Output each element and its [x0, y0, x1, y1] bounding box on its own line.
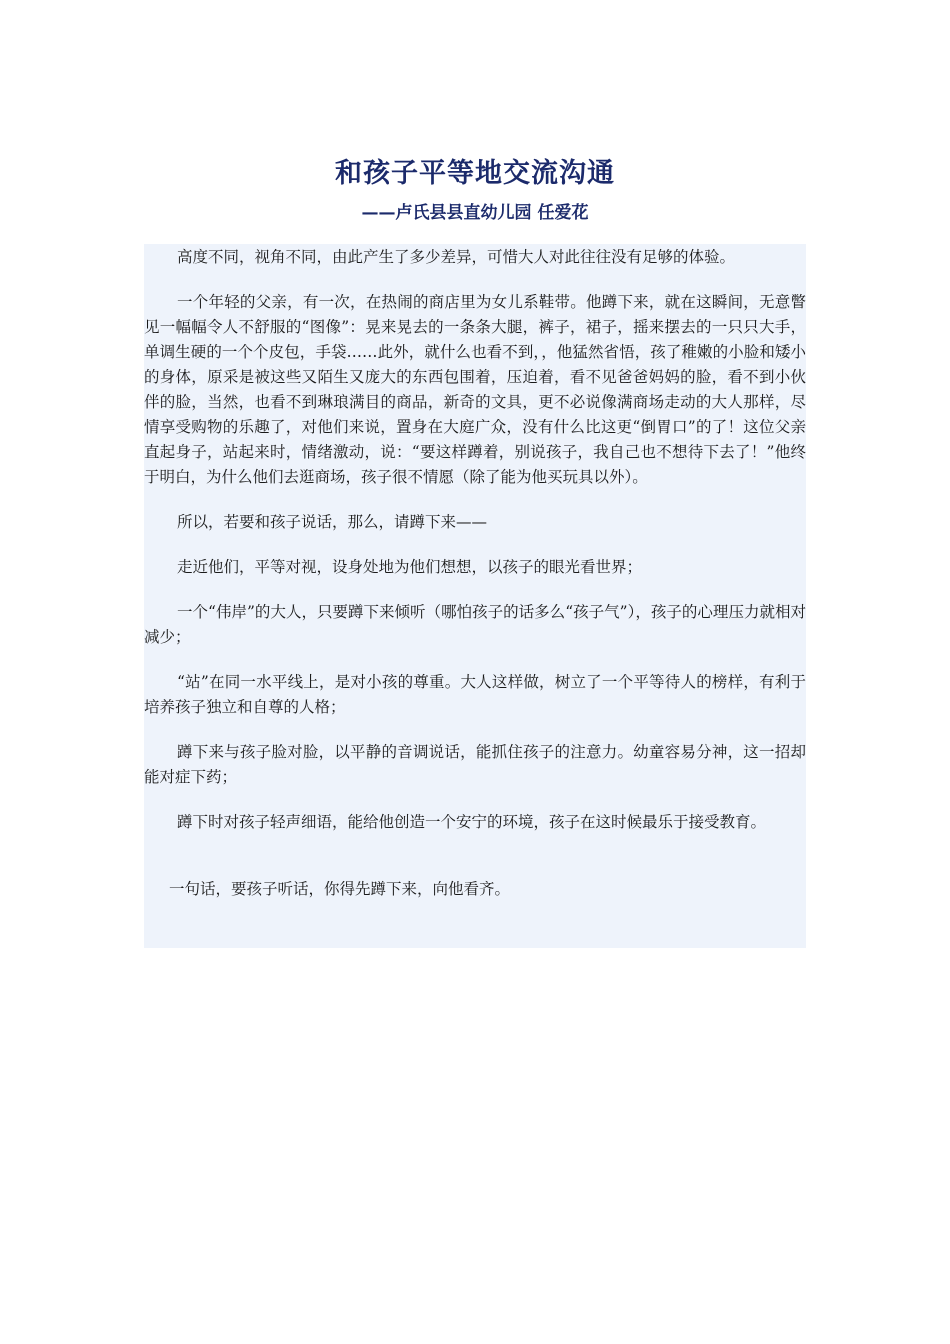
paragraph: “站”在同一水平线上，是对小孩的尊重。大人这样做，树立了一个平等待人的榜样，有利于培养孩子独立和自尊的人格； — [144, 673, 806, 716]
article-body — [144, 244, 806, 948]
document-title: 和孩子平等地交流沟通 — [335, 158, 615, 189]
paragraph: 蹲下时对孩子轻声细语，能给他创造一个安宁的环境，孩子在这时候最乐于接受教育。 — [177, 813, 767, 831]
paragraph: 高度不同，视角不同，由此产生了多少差异，可惜大人对此往往没有足够的体验。 — [177, 248, 736, 266]
paragraph: 一个年轻的父亲，有一次，在热闹的商店里为女儿系鞋带。他蹲下来，就在这瞬间，无意瞥见一幅幅令人不舒服的“图像”：晃来晃去的一条条大腿，裤子，裙子，摇来摆去的一只只大手，单调生硬的一个个皮包，手袋……此外，就什么也看不到，，他猛然省悟，孩了稚嫩的小脸和矮小的身体，原采是被这些又陌生又庞大的东西包围着，压迫着，看不见爸爸妈妈的脸，看不到小伙伴的脸，当然，也看不到琳琅满目的商品，新奇的文具，更不必说像满商场走动的大人那样，尽情享受购物的乐趣了，对他们来说，置身在大庭广众，没有什么比这更“倒胃口”的了！这位父亲直起身子，站起来时，情绪激动，说：“要这样蹲着，别说孩子，我自己也不想待下去了！”他终于明白，为什么他们去逛商场，孩子很不情愿（除了能为他买玩具以外）。 — [144, 293, 806, 486]
paragraph: 蹲下来与孩子脸对脸，以平静的音调说话，能抓住孩子的注意力。幼童容易分神，这一招却能对症下药； — [144, 743, 806, 786]
paragraph: 走近他们，平等对视，设身处地为他们想想，以孩子的眼光看世界； — [177, 558, 643, 576]
closing-paragraph: 一句话，要孩子听话，你得先蹲下来，向他看齐。 — [169, 880, 511, 898]
paragraph: 一个“伟岸”的大人，只要蹲下来倾听（哪怕孩子的话多么“孩子气”），孩子的心理压力就相对减少； — [144, 603, 806, 646]
paragraph: 所以，若要和孩子说话，那么，请蹲下来—— — [177, 513, 488, 531]
document-subtitle: ——卢氏县县直幼儿园 任爱花 — [361, 203, 589, 223]
